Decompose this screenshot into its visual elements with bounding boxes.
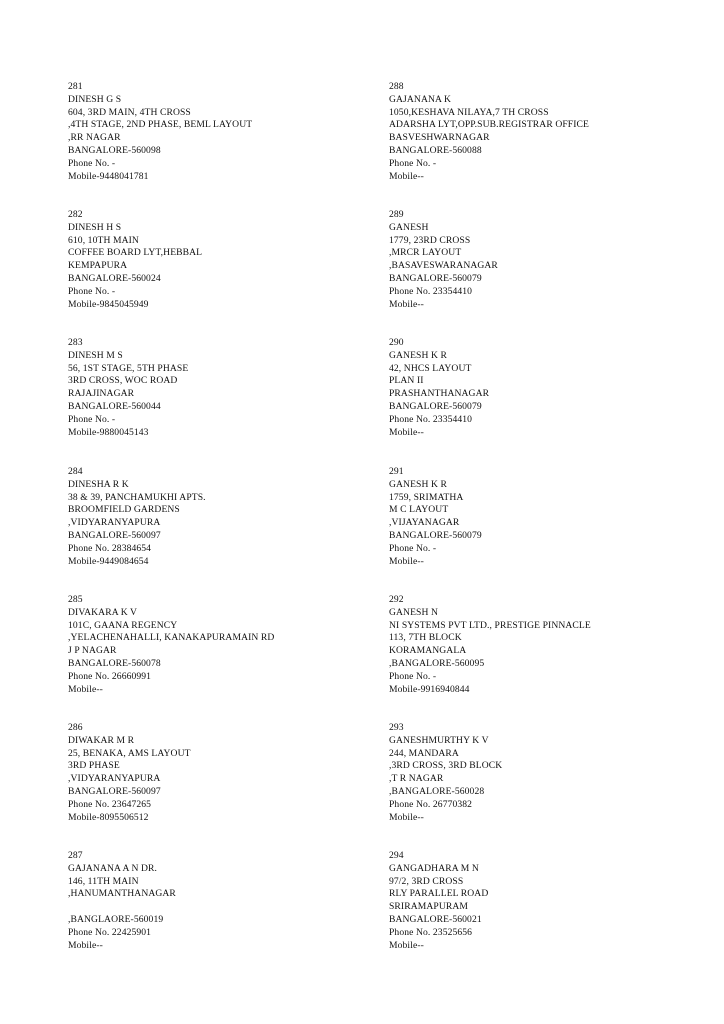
address-line: ,YELACHENAHALLI, KANAKAPURAMAIN RD xyxy=(68,632,275,644)
mobile: Mobile-9845045949 xyxy=(68,298,149,310)
address-line: 97/2, 3RD CROSS xyxy=(389,875,464,887)
city-pin: BANGALORE-560079 xyxy=(389,272,482,284)
entry-name: DINESH M S xyxy=(68,349,123,361)
city-pin: BANGALORE-560097 xyxy=(68,529,161,541)
entry-name: DIVAKARA K V xyxy=(68,606,138,618)
entry-number: 293 xyxy=(389,722,404,733)
address-line: ,4TH STAGE, 2ND PHASE, BEML LAYOUT xyxy=(68,119,253,131)
address-line: 56, 1ST STAGE, 5TH PHASE xyxy=(68,362,189,374)
entry-name: GANESH xyxy=(389,221,429,233)
mobile: Mobile-- xyxy=(389,555,424,567)
address-line: ,MRCR LAYOUT xyxy=(389,247,462,259)
phone: Phone No. 28384654 xyxy=(68,542,152,554)
phone: Phone No. 23525656 xyxy=(389,926,473,938)
address-line: ,HANUMANTHANAGAR xyxy=(68,888,176,900)
address-line: ,RR NAGAR xyxy=(68,132,121,144)
mobile: Mobile-- xyxy=(68,683,103,695)
entry-number: 285 xyxy=(68,594,83,605)
city-pin: BANGALORE-560088 xyxy=(389,144,482,156)
mobile: Mobile-- xyxy=(68,939,103,951)
phone: Phone No. - xyxy=(68,413,116,425)
phone: Phone No. 23647265 xyxy=(68,798,152,810)
entry-name: DINESHA R K xyxy=(68,478,129,490)
entry-name: DINESH H S xyxy=(68,221,122,233)
entry-287 xyxy=(68,850,368,952)
mobile: Mobile-- xyxy=(389,939,424,951)
entry-number: 288 xyxy=(389,81,404,92)
address-line: ,BASAVESWARANAGAR xyxy=(389,260,498,272)
city-pin: BANGALORE-560021 xyxy=(389,913,482,925)
entry-number: 281 xyxy=(68,81,83,92)
address-line: 3RD CROSS, WOC ROAD xyxy=(68,375,178,387)
phone: Phone No. 23354410 xyxy=(389,285,473,297)
entry-290 xyxy=(389,337,689,439)
phone: Phone No. 22425901 xyxy=(68,926,152,938)
address-line: ,VIDYARANYAPURA xyxy=(68,517,161,529)
phone: Phone No. - xyxy=(68,157,116,169)
address-line: 1050,KESHAVA NILAYA,7 TH CROSS xyxy=(389,106,549,118)
address-line: BROOMFIELD GARDENS xyxy=(68,504,180,516)
address-line: PLAN II xyxy=(389,375,424,387)
mobile: Mobile-- xyxy=(389,811,424,823)
address-line: 38 & 39, PANCHAMUKHI APTS. xyxy=(68,491,206,503)
address-line: 25, BENAKA, AMS LAYOUT xyxy=(68,747,191,759)
phone: Phone No. 23354410 xyxy=(389,413,473,425)
address-line: 42, NHCS LAYOUT xyxy=(389,362,472,374)
entry-number: 294 xyxy=(389,850,404,861)
address-line: RLY PARALLEL ROAD xyxy=(389,888,489,900)
entry-286 xyxy=(68,722,368,824)
address-line: ADARSHA LYT,OPP.SUB.REGISTRAR OFFICE xyxy=(389,119,589,131)
address-line: 146, 11TH MAIN xyxy=(68,875,139,887)
entry-285 xyxy=(68,594,368,696)
city-pin: BANGALORE-560044 xyxy=(68,400,161,412)
phone: Phone No. - xyxy=(389,157,437,169)
phone: Phone No. - xyxy=(389,670,437,682)
city-pin: ,BANGALORE-560028 xyxy=(389,785,485,797)
entry-name: GAJANANA K xyxy=(389,93,452,105)
address-line: 113, 7TH BLOCK xyxy=(389,632,462,644)
address-line: 244, MANDARA xyxy=(389,747,459,759)
address-line: 1779, 23RD CROSS xyxy=(389,234,471,246)
address-line: 1759, SRIMATHA xyxy=(389,491,464,503)
entry-name: DIWAKAR M R xyxy=(68,734,135,746)
mobile: Mobile-- xyxy=(389,298,424,310)
address-line: 101C, GAANA REGENCY xyxy=(68,619,178,631)
mobile: Mobile-9916940844 xyxy=(389,683,470,695)
phone: Phone No. 26770382 xyxy=(389,798,473,810)
city-pin: BANGALORE-560097 xyxy=(68,785,161,797)
entry-name: GANESH K R xyxy=(389,478,448,490)
city-pin: BANGALORE-560079 xyxy=(389,529,482,541)
entry-number: 292 xyxy=(389,594,404,605)
entry-name: GANESH N xyxy=(389,606,439,618)
address-line: KEMPAPURA xyxy=(68,260,128,272)
city-pin: BANGALORE-560098 xyxy=(68,144,161,156)
mobile: Mobile-8095506512 xyxy=(68,811,149,823)
address-line: ,VIDYARANYAPURA xyxy=(68,773,161,785)
city-pin: ,BANGLAORE-560019 xyxy=(68,913,164,925)
entry-number: 286 xyxy=(68,722,83,733)
entry-name: GANGADHARA M N xyxy=(389,862,479,874)
entry-282 xyxy=(68,209,368,311)
phone: Phone No. - xyxy=(68,285,116,297)
address-line: ,VIJAYANAGAR xyxy=(389,517,460,529)
entry-name: GAJANANA A N DR. xyxy=(68,862,158,874)
entry-number: 287 xyxy=(68,850,83,861)
entry-number: 284 xyxy=(68,466,83,477)
phone: Phone No. - xyxy=(389,542,437,554)
address-line: ,3RD CROSS, 3RD BLOCK xyxy=(389,760,503,772)
entry-number: 282 xyxy=(68,209,83,220)
city-pin: BANGALORE-560079 xyxy=(389,400,482,412)
entry-number: 289 xyxy=(389,209,404,220)
entry-288 xyxy=(389,81,689,183)
entry-293 xyxy=(389,722,689,824)
address-line: 604, 3RD MAIN, 4TH CROSS xyxy=(68,106,191,118)
address-line xyxy=(68,901,368,914)
entry-number: 290 xyxy=(389,337,404,348)
mobile: Mobile-- xyxy=(389,170,424,182)
address-line: BASVESHWARNAGAR xyxy=(389,132,490,144)
entry-284 xyxy=(68,466,368,568)
address-line: KORAMANGALA xyxy=(389,645,467,657)
city-pin: BANGALORE-560078 xyxy=(68,657,161,669)
city-pin: BANGALORE-560024 xyxy=(68,272,161,284)
address-line: M C LAYOUT xyxy=(389,504,449,516)
address-line: 610, 10TH MAIN xyxy=(68,234,139,246)
entry-291 xyxy=(389,466,689,568)
entry-283 xyxy=(68,337,368,439)
address-line: SRIRAMAPURAM xyxy=(389,901,469,913)
entry-292 xyxy=(389,594,689,696)
entry-294 xyxy=(389,850,689,952)
address-line: RAJAJINAGAR xyxy=(68,388,135,400)
mobile: Mobile-- xyxy=(389,426,424,438)
address-line: 3RD PHASE xyxy=(68,760,120,772)
address-line: COFFEE BOARD LYT,HEBBAL xyxy=(68,247,203,259)
entry-number: 283 xyxy=(68,337,83,348)
city-pin: ,BANGALORE-560095 xyxy=(389,657,485,669)
address-line: ,T R NAGAR xyxy=(389,773,444,785)
address-line: PRASHANTHANAGAR xyxy=(389,388,490,400)
address-line: NI SYSTEMS PVT LTD., PRESTIGE PINNACLE xyxy=(389,619,591,631)
address-line: J P NAGAR xyxy=(68,645,117,657)
entry-number: 291 xyxy=(389,466,404,477)
entry-name: GANESH K R xyxy=(389,349,448,361)
mobile: Mobile-9880045143 xyxy=(68,426,149,438)
entry-name: GANESHMURTHY K V xyxy=(389,734,489,746)
phone: Phone No. 26660991 xyxy=(68,670,152,682)
mobile: Mobile-9449084654 xyxy=(68,555,149,567)
entry-289 xyxy=(389,209,689,311)
entry-281 xyxy=(68,81,368,183)
mobile: Mobile-9448041781 xyxy=(68,170,149,182)
entry-name: DINESH G S xyxy=(68,93,122,105)
